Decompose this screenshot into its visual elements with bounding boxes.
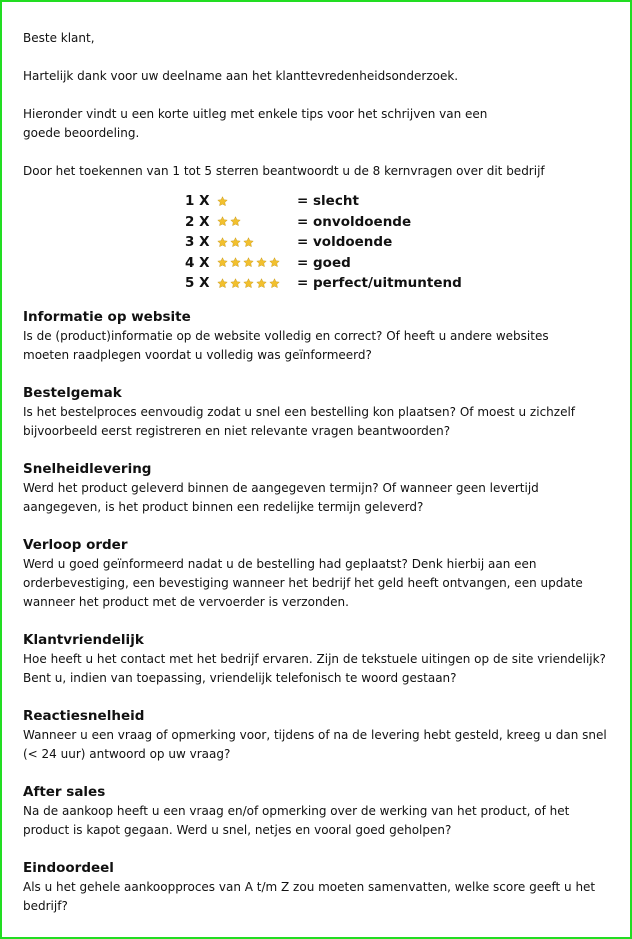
section-title: Informatie op website xyxy=(23,308,191,325)
star-icon xyxy=(217,278,230,289)
rating-row xyxy=(185,212,613,233)
section-title: Verloop order xyxy=(23,536,128,553)
section-body: Is de (product)informatie op de website volledig en correct? Of heeft u andere websites moeten raadplegen voordat u volledig was geïnformeerd? xyxy=(23,328,549,362)
question-section xyxy=(23,460,613,517)
instruction-text: Door het toekennen van 1 tot 5 sterren beantwoordt u de 8 kernvragen over dit bedrijf xyxy=(23,164,545,178)
question-section xyxy=(23,631,613,688)
rating-row xyxy=(185,232,613,253)
rating-meaning: = slecht xyxy=(297,193,359,209)
thanks-text: Hartelijk dank voor uw deelname aan het klanttevredenheidsonderzoek. xyxy=(23,69,459,83)
rating-count-label: 1 X xyxy=(185,193,210,209)
star-icon xyxy=(256,278,269,289)
rating-row xyxy=(185,191,613,212)
rating-meaning: = perfect/uitmuntend xyxy=(297,275,462,291)
star-rating-icons xyxy=(217,257,297,268)
rating-count-label: 4 X xyxy=(185,254,210,271)
question-section xyxy=(23,536,613,612)
rating-count-label: 2 X xyxy=(185,213,210,230)
section-title: Reactiesnelheid xyxy=(23,707,145,724)
rating-legend xyxy=(185,191,613,294)
section-body: Na de aankoop heeft u een vraag en/of opmerking over de werking van het product, of het product is kapot gegaan. Werd u snel, netjes en vooral goed geholpen? xyxy=(23,803,570,837)
rating-count-label: 3 X xyxy=(185,234,210,250)
question-section xyxy=(23,308,613,365)
star-icon xyxy=(243,257,256,268)
star-rating-icons xyxy=(217,216,297,227)
star-icon xyxy=(217,196,230,207)
section-title: Eindoordeel xyxy=(23,859,114,876)
star-icon xyxy=(269,257,282,268)
star-icon xyxy=(230,278,243,289)
section-body: Werd het product geleverd binnen de aangegeven termijn? Of wanneer geen levertijd aangegeven, is het product binnen een redelijke termijn geleverd? xyxy=(23,480,539,514)
section-body: Hoe heeft u het contact met het bedrijf ervaren. Zijn de tekstuele uitingen op de site vriendelijk? Bent u, indien van toepassing, vriendelijk telefonisch te woord gestaan? xyxy=(23,651,606,685)
star-icon xyxy=(243,278,256,289)
rating-row xyxy=(185,253,613,274)
question-sections xyxy=(23,308,613,916)
section-title: Klantvriendelijk xyxy=(23,631,144,648)
star-icon xyxy=(230,257,243,268)
star-icon xyxy=(217,237,230,248)
star-icon xyxy=(230,216,243,227)
section-title: Bestelgemak xyxy=(23,384,122,401)
star-rating-icons xyxy=(217,278,297,289)
star-rating-icons xyxy=(217,237,297,248)
section-body: Wanneer u een vraag of opmerking voor, tijdens of na de levering hebt gesteld, kreeg u dan snel (< 24 uur) antwoord op uw vraag? xyxy=(23,727,607,761)
section-body: Als u het gehele aankoopproces van A t/m Z zou moeten samenvatten, welke score geeft u het bedrijf? xyxy=(23,879,596,913)
rating-row xyxy=(185,273,613,294)
rating-meaning: = goed xyxy=(297,254,351,271)
section-title: After sales xyxy=(23,783,106,800)
star-rating-icons xyxy=(217,196,297,207)
section-body: Werd u goed geïnformeerd nadat u de bestelling had geplaatst? Denk hierbij aan een orderbevestiging, een bevestiging wanneer het bedrijf het geld heeft ontvangen, een update wanneer het product met de vervoerder is verzonden. xyxy=(23,556,583,609)
rating-meaning: = voldoende xyxy=(297,234,393,250)
rating-count-label: 5 X xyxy=(185,275,210,291)
section-title: Snelheidlevering xyxy=(23,460,152,477)
intro-text: Hieronder vindt u een korte uitleg met enkele tips voor het schrijven van een goede beoordeling. xyxy=(23,107,488,140)
star-icon xyxy=(217,216,230,227)
question-section xyxy=(23,859,613,916)
greeting: Beste klant, xyxy=(23,31,95,45)
star-icon xyxy=(256,257,269,268)
document-body xyxy=(23,29,613,916)
section-body: Is het bestelproces eenvoudig zodat u snel een bestelling kon plaatsen? Of moest u zichzelf bijvoorbeeld eerst registreren en niet relevante vragen beantwoorden? xyxy=(23,404,576,438)
star-icon xyxy=(269,278,282,289)
star-icon xyxy=(230,237,243,248)
rating-meaning: = onvoldoende xyxy=(297,213,412,230)
question-section xyxy=(23,707,613,764)
star-icon xyxy=(243,237,256,248)
star-icon xyxy=(217,257,230,268)
question-section xyxy=(23,384,613,441)
question-section xyxy=(23,783,613,840)
